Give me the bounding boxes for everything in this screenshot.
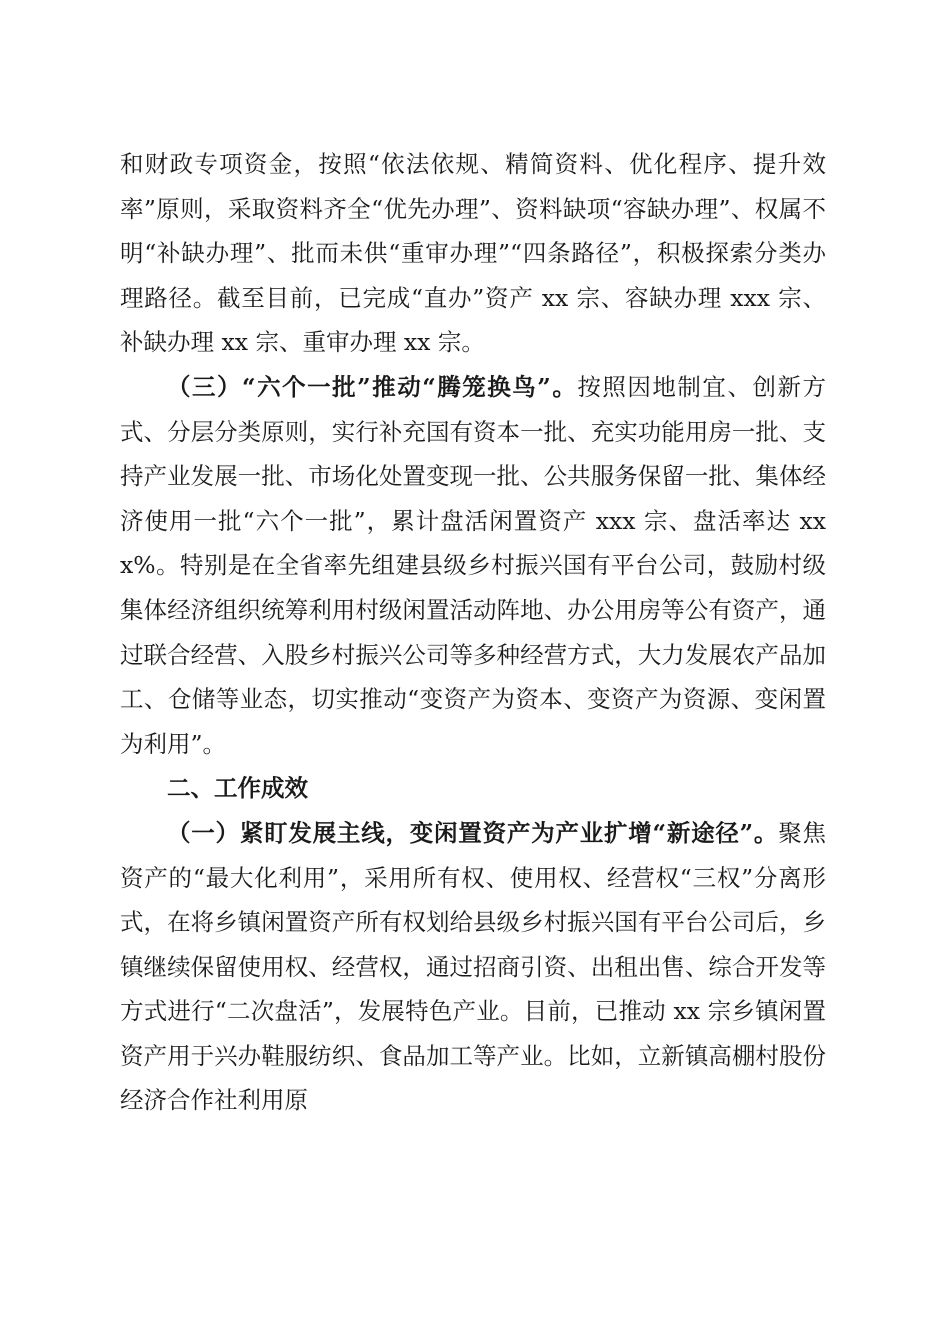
section-heading-work-results: 二、工作成效 xyxy=(167,774,308,803)
subheading-development-mainline: （一）紧盯发展主线，变闲置资产为产业扩增“新途径”。 xyxy=(167,818,779,847)
paragraph-six-batches xyxy=(120,365,826,766)
paragraph-six-batches-body: 按照因地制宜、创新方式、分层分类原则，实行补充国有资本一批、充实功能用房一批、支持产业发展一批、市场化处置变现一批、公共服务保留一批、集体经济使用一批“六个一批”，累计盘活闲置资产 xxx 宗、盘活率达 xxx%。特别是在全省率先组建县级乡村振兴国有平台公司，鼓励村级集体经济组织统筹利用村级闲置活动阵地、办公用房等公有资产，通过联合经营、入股乡村振兴公司等多种经营方式，大力发展农产品加工、仓储等业态，切实推动“变资产为资本、变资产为资源、变闲置为利用”。 xyxy=(120,372,826,758)
paragraph-development-mainline-body: 聚焦资产的“最大化利用”，采用所有权、使用权、经营权“三权”分离形式，在将乡镇闲置资产所有权划给县级乡村振兴国有平台公司后，乡镇继续保留使用权、经营权，通过招商引资、出租出售、综合开发等方式进行“二次盘活”，发展特色产业。目前，已推动 xx 宗乡镇闲置资产用于兴办鞋服纺织、食品加工等产业。比如，立新镇高棚村股份经济合作社利用原 xyxy=(120,818,826,1115)
subheading-six-batches: （三）“六个一批”推动“腾笼换鸟”。 xyxy=(167,372,578,401)
document-body xyxy=(120,142,826,1123)
paragraph-continuation: 和财政专项资金，按照“依法依规、精简资料、优化程序、提升效率”原则，采取资料齐全“优先办理”、资料缺项“容缺办理”、权属不明“补缺办理”、批而未供“重审办理”“四条路径”，积极探索分类办理路径。截至目前，已完成“直办”资产 xx 宗、容缺办理 xxx 宗、补缺办理 xx 宗、重审办理 xx 宗。 xyxy=(120,150,826,357)
paragraph-development-mainline xyxy=(120,811,826,1123)
